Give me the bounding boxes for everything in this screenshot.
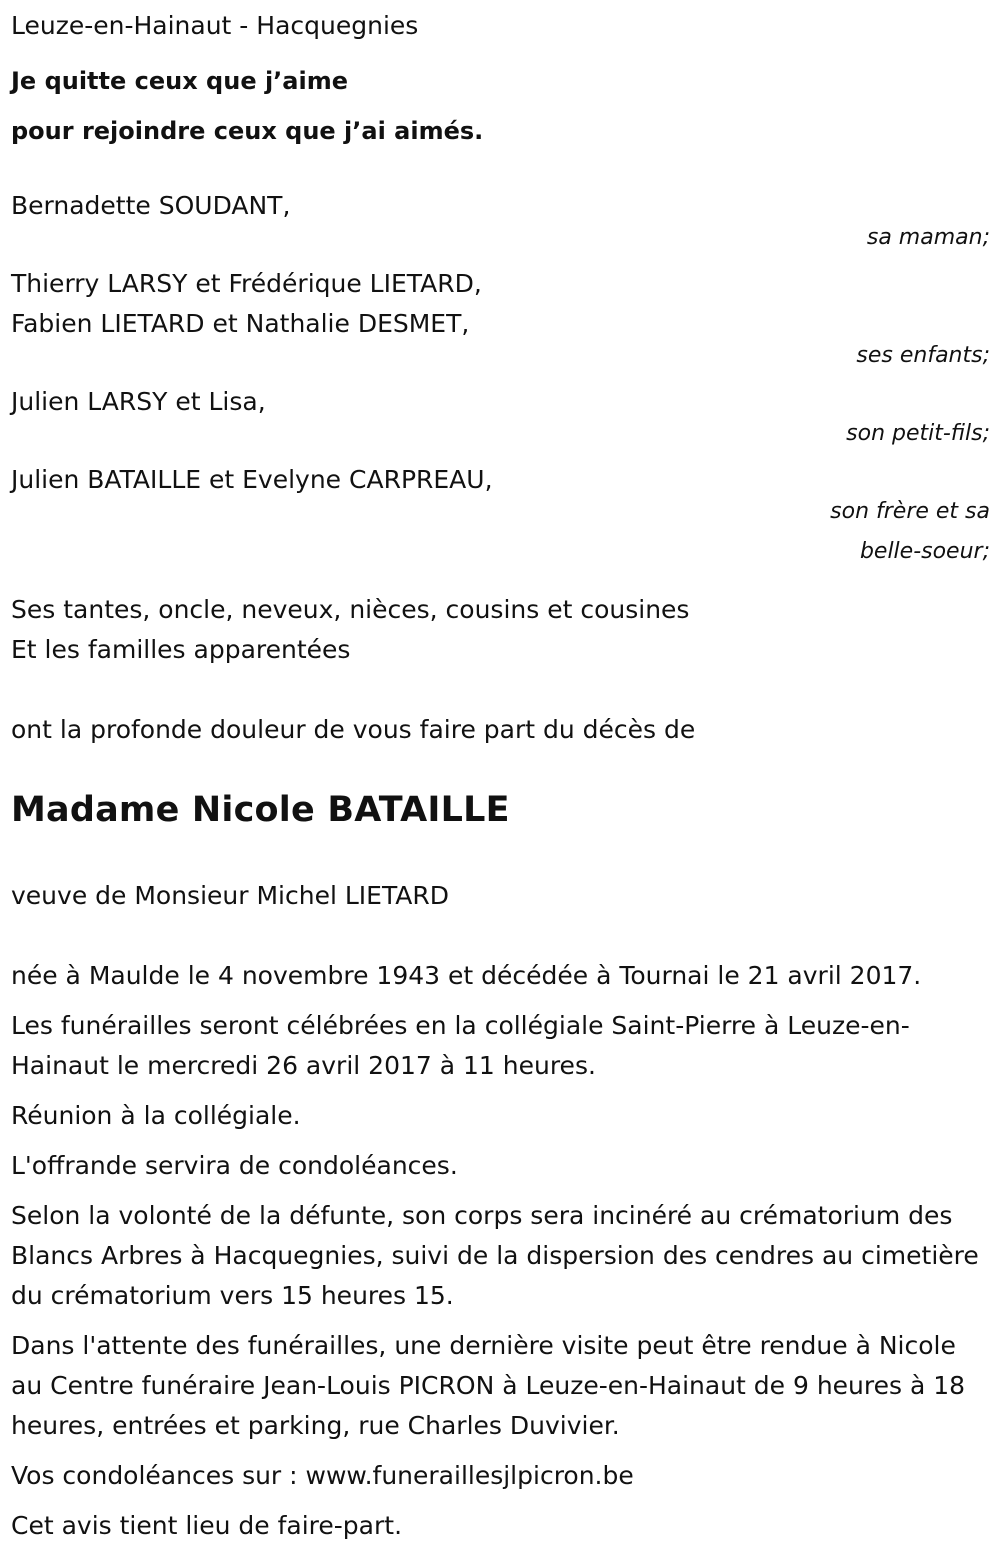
extended-family xyxy=(11,590,990,670)
family-name: Fabien LIETARD et Nathalie DESMET, xyxy=(11,309,470,338)
announcement: ont la profonde douleur de vous faire part du décès de xyxy=(11,715,696,744)
detail-paragraph: L'offrande servira de condoléances. xyxy=(11,1151,458,1180)
detail-paragraph: Dans l'attente des funérailles, une dernière visite peut être rendue à Nicole au Centre funéraire Jean-Louis PICRON à Leuze-en-Hainaut de 9 heures à 18 heures, entrées et parking, rue Charles Duvivier. xyxy=(11,1331,966,1440)
detail-paragraph: Cet avis tient lieu de faire-part. xyxy=(11,1511,403,1540)
family-name: Bernadette SOUDANT, xyxy=(11,191,291,220)
epigraph-line-1: Je quitte ceux que j’aime xyxy=(11,67,349,95)
deceased-name: Madame Nicole BATAILLE xyxy=(11,790,510,830)
extended-family-line-2: Et les familles apparentées xyxy=(11,635,351,664)
family-relation: ses enfants; xyxy=(856,343,990,368)
family-list xyxy=(11,186,990,572)
epigraph-line-2: pour rejoindre ceux que j’ai aimés. xyxy=(11,117,484,145)
detail-paragraph: Réunion à la collégiale. xyxy=(11,1101,301,1130)
family-name: Julien BATAILLE et Evelyne CARPREAU, xyxy=(11,465,493,494)
family-entry xyxy=(11,460,990,572)
family-entry xyxy=(11,264,990,376)
location-header: Leuze-en-Hainaut - Hacquegnies xyxy=(11,11,419,40)
family-relation: son frère et sa xyxy=(830,499,990,524)
epigraph xyxy=(11,56,990,156)
detail-paragraph: Selon la volonté de la défunte, son corps sera incinéré au crématorium des Blancs Arbres à Hacquegnies, suivi de la dispersion des cendres au cimetière du crématorium vers 15 heures 15. xyxy=(11,1201,979,1310)
family-entry xyxy=(11,382,990,454)
family-name: Thierry LARSY et Frédérique LIETARD, xyxy=(11,269,482,298)
family-relation: son petit-fils; xyxy=(846,421,990,446)
condolences-link: Vos condoléances sur : www.funeraillesjlpicron.be xyxy=(11,1461,634,1490)
family-name: Julien LARSY et Lisa, xyxy=(11,387,266,416)
extended-family-line-1: Ses tantes, oncle, neveux, nièces, cousins et cousines xyxy=(11,595,690,624)
details xyxy=(11,956,990,1546)
detail-paragraph: Les funérailles seront célébrées en la collégiale Saint-Pierre à Leuze-en-Hainaut le mercredi 26 avril 2017 à 11 heures. xyxy=(11,1011,910,1080)
detail-paragraph: née à Maulde le 4 novembre 1943 et décédée à Tournai le 21 avril 2017. xyxy=(11,961,922,990)
family-relation: sa maman; xyxy=(866,225,990,250)
family-relation: belle-soeur; xyxy=(859,539,990,564)
widow-of: veuve de Monsieur Michel LIETARD xyxy=(11,881,450,910)
family-entry xyxy=(11,186,990,258)
